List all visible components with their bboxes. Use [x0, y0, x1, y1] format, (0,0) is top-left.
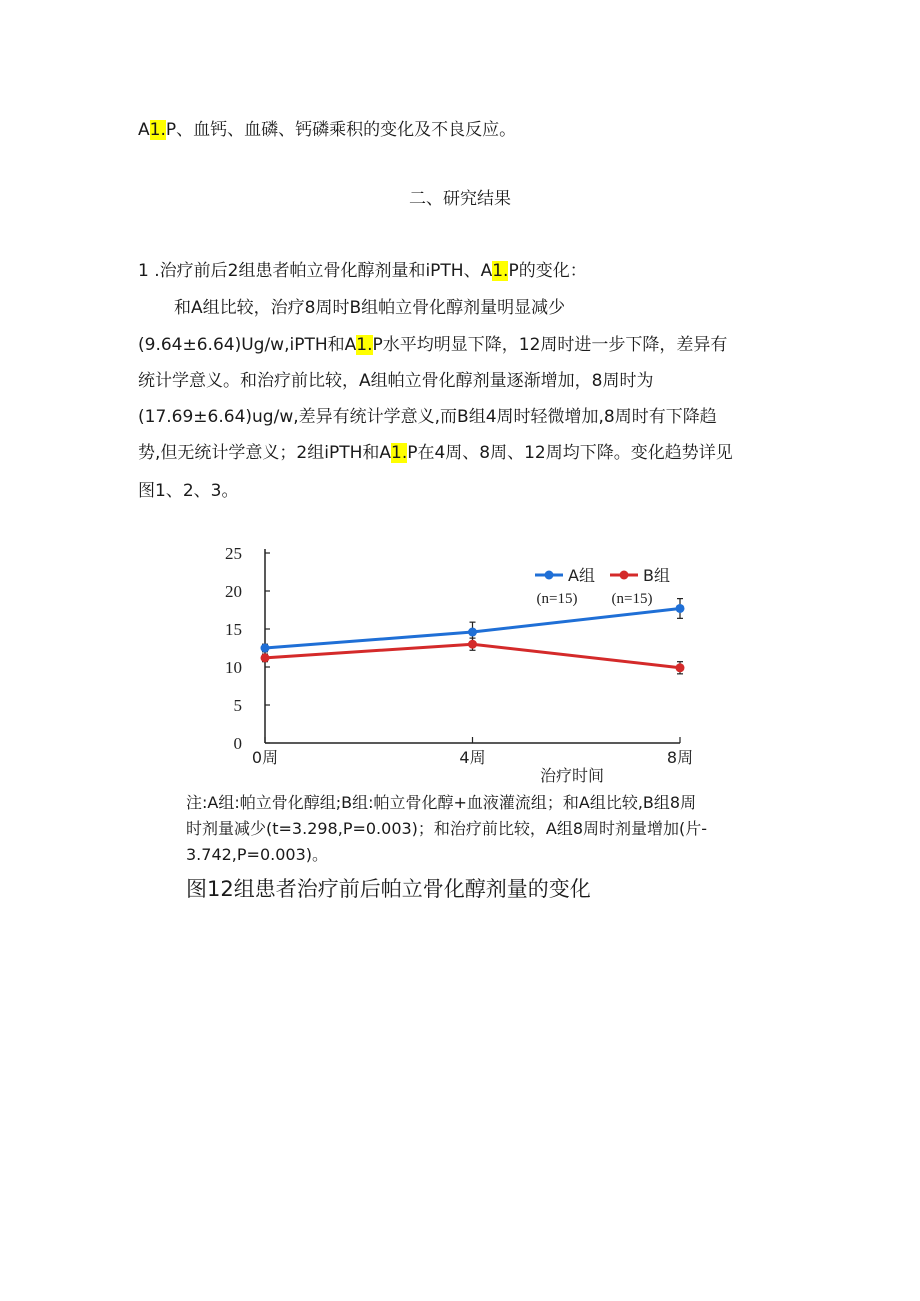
legend-marker: [545, 571, 554, 580]
y-tick-label: 15: [225, 620, 242, 639]
paragraph-line-7: [138, 442, 733, 464]
data-point: [261, 653, 270, 662]
text: P水平均明显下降，12周时进一步下降，差异有: [372, 335, 728, 355]
data-point: [468, 628, 477, 637]
y-tick-label: 5: [233, 696, 242, 715]
legend-n-label: (n=15): [611, 591, 653, 607]
x-tick-label: 8周: [666, 748, 694, 767]
text: 势,但无统计学意义；2组iPTH和A: [138, 443, 391, 463]
paragraph-line-4: [138, 334, 727, 356]
section-title: 二、研究结果: [409, 189, 511, 209]
text: P的变化：: [508, 261, 587, 281]
paragraph-line-6: (17.69±6.64)ug/w,差异有统计学意义,而B组4周时轻微增加,8周时有下降趋: [138, 407, 717, 427]
figure-caption: 图12组患者治疗前后帕立骨化醇剂量的变化: [186, 877, 591, 901]
y-tick-label: 0: [233, 734, 242, 753]
highlight: 1.: [492, 261, 509, 281]
paragraph-line-3: 和A组比较，治疗8周时B组帕立骨化醇剂量明显减少: [174, 298, 566, 318]
x-tick-label: 4周: [459, 748, 486, 767]
y-tick-label: 25: [225, 544, 242, 563]
highlight: 1.: [391, 443, 408, 463]
paragraph-line-2: [138, 260, 587, 282]
paragraph-line-8: 图1、2、3。: [138, 481, 239, 501]
data-point: [468, 640, 477, 649]
paragraph-line-1: [138, 119, 516, 141]
highlight: 1.: [149, 120, 166, 140]
text: A: [138, 120, 150, 140]
legend-label: A组: [568, 566, 595, 585]
paragraph-line-5: 统计学意义。和治疗前比较，A组帕立骨化醇剂量逐渐增加，8周时为: [138, 371, 654, 391]
figure-note-line-1: 注:A组:帕立骨化醇组;B组:帕立骨化醇+血液灌流组；和A组比较,B组8周: [186, 793, 697, 812]
x-axis-label: 治疗时间: [539, 766, 605, 785]
line-chart: [210, 535, 710, 785]
y-tick-label: 20: [225, 582, 242, 601]
legend-label: B组: [643, 566, 670, 585]
data-point: [261, 644, 270, 653]
legend-marker: [620, 571, 629, 580]
figure-note-line-2: 时剂量减少(t=3.298,P=0.003)；和治疗前比较，A组8周时剂量增加(片-: [186, 819, 708, 838]
figure-note-line-3: 3.742,P=0.003)。: [186, 845, 328, 864]
data-point: [676, 663, 685, 672]
text: 1 .治疗前后2组患者帕立骨化醇剂量和iPTH、A: [138, 261, 493, 281]
legend-n-label: (n=15): [536, 591, 578, 607]
text: (9.64±6.64)Ug/w,iPTH和A: [138, 335, 357, 355]
y-tick-label: 10: [225, 658, 242, 677]
text: P、血钙、血磷、钙磷乘积的变化及不良反应。: [165, 120, 517, 140]
text: P在4周、8周、12周均下降。变化趋势详见: [407, 443, 733, 463]
x-tick-label: 0周: [251, 748, 279, 767]
highlight: 1.: [356, 335, 373, 355]
data-point: [676, 604, 685, 613]
